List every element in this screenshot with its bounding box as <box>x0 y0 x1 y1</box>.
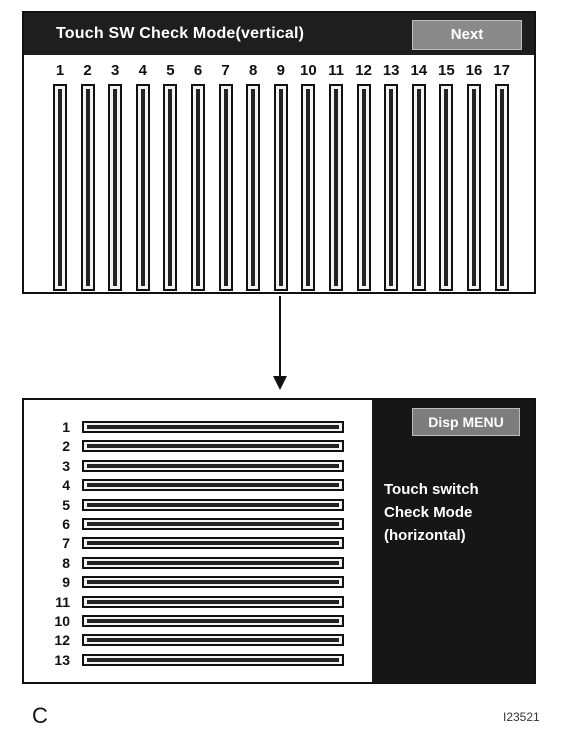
disp-menu-button[interactable]: Disp MENU <box>412 408 520 436</box>
horizontal-switch-number: 8 <box>62 554 70 571</box>
vertical-switch-number: 14 <box>410 62 428 79</box>
vertical-touch-switch[interactable] <box>246 84 260 291</box>
vertical-touch-switch[interactable] <box>81 84 95 291</box>
horizontal-touch-switch[interactable] <box>82 499 344 511</box>
vertical-switch-number: 7 <box>221 62 230 79</box>
horizontal-switch-number: 3 <box>62 457 70 474</box>
horizontal-touch-switch[interactable] <box>82 634 344 646</box>
vertical-switch-number: 6 <box>193 62 203 79</box>
vertical-switch-number: 13 <box>382 62 400 79</box>
mode-line-1: Touch switch <box>384 481 479 498</box>
vertical-switch-number: 4 <box>138 62 147 79</box>
mode-line-3: (horizontal) <box>384 527 466 544</box>
horizontal-switch-number: 2 <box>62 438 70 455</box>
vertical-touch-switch[interactable] <box>301 84 315 291</box>
vertical-switch-number: 9 <box>276 62 285 79</box>
vertical-switch-number: 17 <box>493 62 510 79</box>
arrow-line <box>279 296 281 378</box>
vertical-touch-switch[interactable] <box>219 84 233 291</box>
horizontal-switch-number: 7 <box>62 535 70 552</box>
horizontal-touch-switch[interactable] <box>82 537 344 549</box>
horizontal-switch-number: 9 <box>62 574 70 591</box>
vertical-touch-switch[interactable] <box>163 84 177 291</box>
corner-letter: C <box>32 703 48 728</box>
horizontal-touch-switch[interactable] <box>82 440 344 452</box>
title-bar <box>24 13 534 55</box>
vertical-touch-switch[interactable] <box>53 84 67 291</box>
vertical-touch-switch[interactable] <box>439 84 453 291</box>
horizontal-touch-switch[interactable] <box>82 518 344 530</box>
vertical-touch-switch[interactable] <box>108 84 122 291</box>
vertical-switch-number: 10 <box>300 62 317 79</box>
next-button[interactable]: Next <box>412 20 522 50</box>
vertical-touch-switch[interactable] <box>467 84 481 291</box>
vertical-touch-switch[interactable] <box>495 84 509 291</box>
mode-line-2: Check Mode <box>384 504 473 521</box>
screen-title: Touch SW Check Mode(vertical) <box>56 25 305 42</box>
horizontal-touch-switch[interactable] <box>82 596 344 608</box>
vertical-switch-number: 8 <box>249 62 258 79</box>
vertical-touch-switch[interactable] <box>191 84 205 291</box>
horizontal-switch-number: 10 <box>54 613 70 629</box>
figure-id: I23521 <box>503 710 540 724</box>
vertical-switch-number: 1 <box>55 62 65 79</box>
vertical-switch-number: 2 <box>83 62 92 79</box>
vertical-switch-number: 12 <box>355 62 372 79</box>
vertical-touch-switch[interactable] <box>412 84 426 291</box>
horizontal-switch-number: 12 <box>54 632 70 649</box>
horizontal-touch-switch[interactable] <box>82 460 344 472</box>
mode-description <box>384 478 524 547</box>
vertical-switch-number: 16 <box>465 62 483 79</box>
horizontal-touch-switch[interactable] <box>82 479 344 491</box>
vertical-switch-number: 3 <box>111 62 120 79</box>
horizontal-touch-switch[interactable] <box>82 654 344 666</box>
horizontal-touch-switch[interactable] <box>82 557 344 569</box>
horizontal-switch-number: 13 <box>54 651 70 668</box>
horizontal-switch-number: 11 <box>55 593 70 610</box>
horizontal-switch-number: 4 <box>62 477 70 494</box>
horizontal-touch-switch[interactable] <box>82 576 344 588</box>
arrow-down-icon <box>273 376 287 390</box>
horizontal-check-screen <box>22 398 536 684</box>
vertical-check-screen <box>22 11 536 294</box>
vertical-touch-switch[interactable] <box>274 84 288 291</box>
vertical-touch-switch[interactable] <box>136 84 150 291</box>
horizontal-switch-number: 1 <box>62 419 70 435</box>
vertical-switch-number: 5 <box>166 62 175 79</box>
vertical-touch-switch[interactable] <box>329 84 343 291</box>
vertical-switch-number: 15 <box>438 62 455 79</box>
vertical-touch-switch[interactable] <box>384 84 398 291</box>
horizontal-switch-number: 5 <box>62 496 70 513</box>
horizontal-touch-switch[interactable] <box>82 421 344 433</box>
horizontal-touch-switch[interactable] <box>82 615 344 627</box>
vertical-touch-switch[interactable] <box>357 84 371 291</box>
side-panel <box>372 400 534 682</box>
vertical-switch-number: 11 <box>328 62 344 79</box>
horizontal-switch-number: 6 <box>62 516 70 532</box>
